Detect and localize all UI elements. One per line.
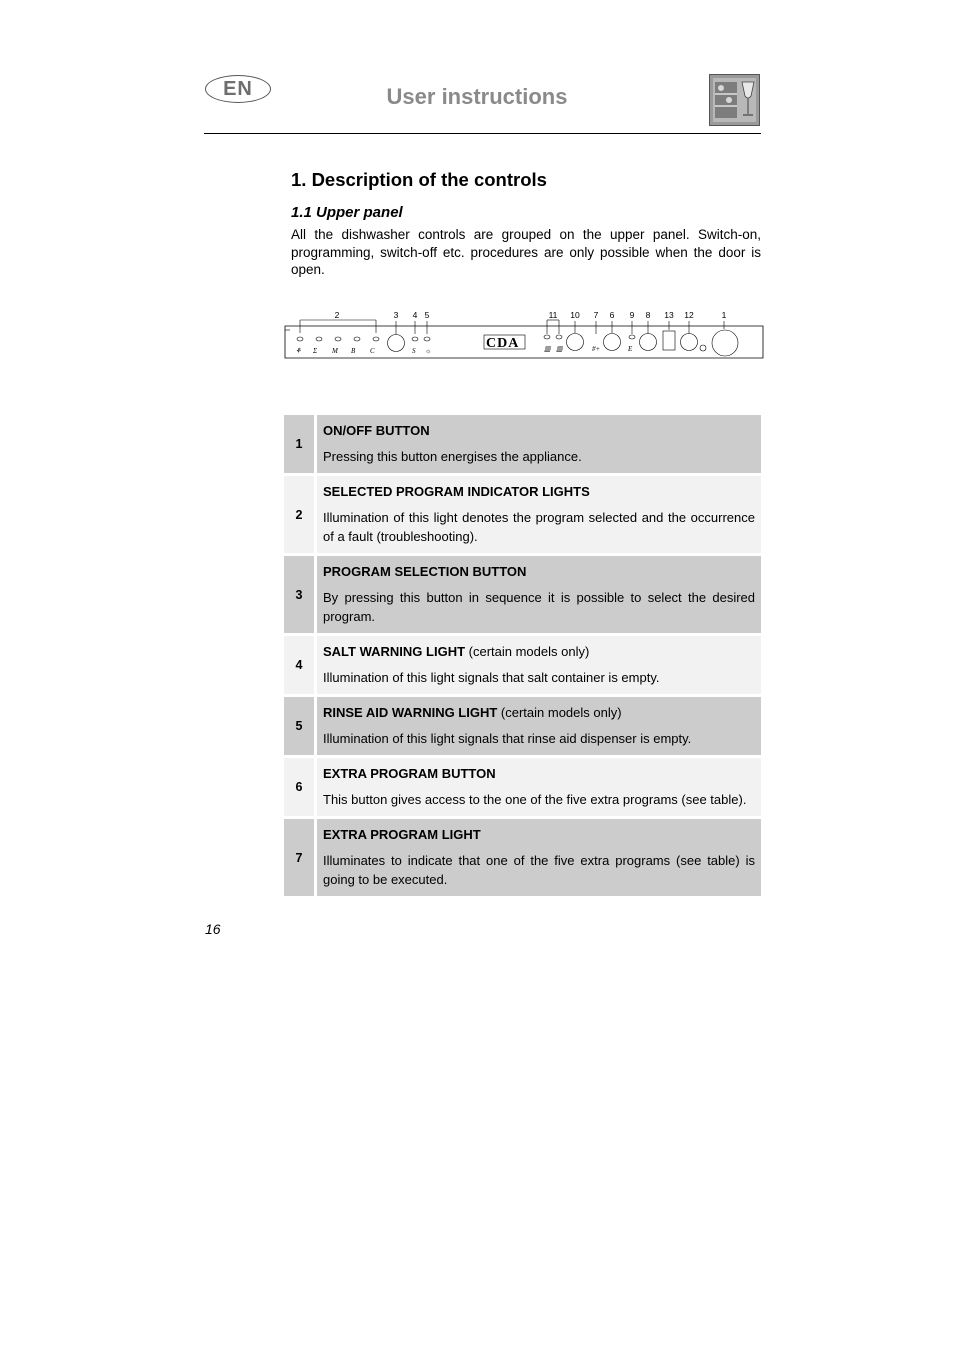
control-body: Illumination of this light denotes the program selected and the occurrence of a fault (troubleshooting). <box>323 510 755 544</box>
control-number: 1 <box>284 415 317 473</box>
controls-table <box>284 415 761 896</box>
callout-13: 13 <box>664 310 674 320</box>
control-body: Pressing this button energises the appliance. <box>323 449 582 464</box>
callout-12: 12 <box>684 310 694 320</box>
callout-7: 7 <box>593 310 599 320</box>
control-label: EXTRA PROGRAM LIGHT <box>323 827 481 842</box>
dishwasher-photo-icon <box>709 74 760 126</box>
control-note: (certain models only) <box>465 644 590 659</box>
control-body: By pressing this button in sequence it is possible to select the desired program. <box>323 590 755 624</box>
control-number: 6 <box>284 758 317 816</box>
table-row <box>284 476 761 553</box>
svg-text:▥: ▥ <box>544 345 551 353</box>
table-row <box>284 758 761 816</box>
control-number: 5 <box>284 697 317 755</box>
control-number: 3 <box>284 556 317 633</box>
callout-9: 9 <box>629 310 635 320</box>
section-title: 1. Description of the controls <box>291 169 547 190</box>
control-body: Illuminates to indicate that one of the five extra programs (see table) is going to be executed. <box>323 853 755 887</box>
brand-logo: CDA <box>486 336 520 351</box>
table-row <box>284 556 761 633</box>
control-note: (certain models only) <box>497 705 622 720</box>
language-badge: EN <box>205 75 271 103</box>
control-label: RINSE AID WARNING LIGHT <box>323 705 498 720</box>
control-description <box>317 697 761 755</box>
callout-1: 1 <box>721 310 727 320</box>
callout-2: 2 <box>334 310 340 320</box>
control-description <box>317 636 761 694</box>
control-description <box>317 476 761 553</box>
subsection-title: 1.1 Upper panel <box>291 204 403 221</box>
control-label: SELECTED PROGRAM INDICATOR LIGHTS <box>323 484 590 499</box>
control-label: SALT WARNING LIGHT <box>323 644 466 659</box>
svg-text:⚘: ⚘ <box>295 347 302 355</box>
header-divider <box>204 133 761 134</box>
callout-8: 8 <box>645 310 651 320</box>
intro-paragraph: All the dishwasher controls are grouped on the upper panel. Switch-on, programming, switch-off etc. procedures are only possible when the door is open. <box>291 227 761 277</box>
svg-text:M: M <box>332 347 338 355</box>
callout-10: 10 <box>570 310 580 320</box>
control-body: This button gives access to the one of the five extra programs (see table). <box>323 792 747 807</box>
callout-5: 5 <box>424 310 430 320</box>
svg-text:S: S <box>412 347 416 355</box>
page-title: User instructions <box>386 84 568 109</box>
svg-text:E: E <box>628 345 633 353</box>
control-label: ON/OFF BUTTON <box>323 423 430 438</box>
control-body: Illumination of this light signals that salt container is empty. <box>323 670 660 685</box>
svg-text:Σ: Σ <box>313 347 318 355</box>
svg-text:C: C <box>370 347 375 355</box>
callout-11: 11 <box>548 310 558 320</box>
svg-text:B: B <box>351 347 356 355</box>
control-label: PROGRAM SELECTION BUTTON <box>323 564 527 579</box>
page-number: 16 <box>205 921 221 937</box>
control-label: EXTRA PROGRAM BUTTON <box>323 766 496 781</box>
table-row <box>284 697 761 755</box>
svg-text:▥: ▥ <box>556 345 563 353</box>
table-row <box>284 415 761 473</box>
control-description <box>317 758 761 816</box>
control-number: 7 <box>284 819 317 896</box>
control-description <box>317 556 761 633</box>
control-description <box>317 415 761 473</box>
svg-text:☼: ☼ <box>425 347 432 355</box>
svg-text:#+: #+ <box>592 345 601 353</box>
control-number: 4 <box>284 636 317 694</box>
control-description <box>317 819 761 896</box>
control-number: 2 <box>284 476 317 553</box>
table-row <box>284 636 761 694</box>
callout-6: 6 <box>609 310 615 320</box>
table-row <box>284 819 761 896</box>
callout-3: 3 <box>393 310 399 320</box>
control-body: Illumination of this light signals that rinse aid dispenser is empty. <box>323 731 692 746</box>
callout-4: 4 <box>412 310 418 320</box>
upper-panel-diagram <box>284 306 764 360</box>
